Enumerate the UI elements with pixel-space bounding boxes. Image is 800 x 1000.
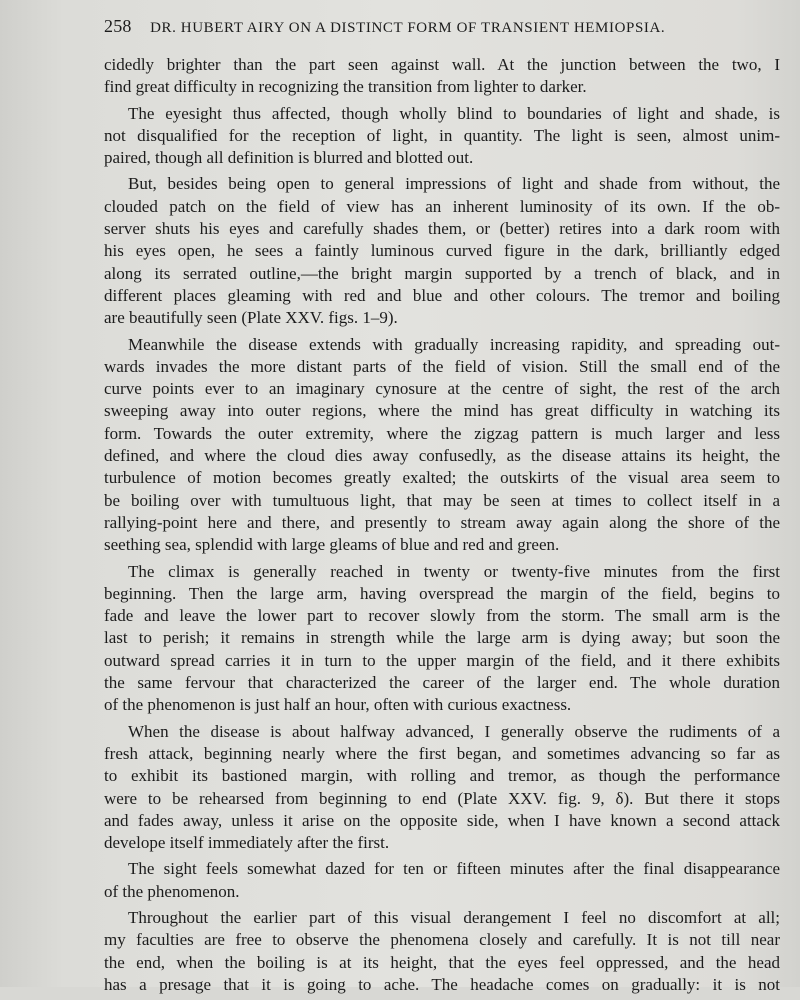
text-line: When the disease is about halfway advanced, I generally observe the rudiments of a (128, 721, 780, 741)
paragraph-7 (104, 858, 780, 903)
text-line: curve points ever to an imaginary cynosure at the centre of sight, the rest of the arch (104, 379, 780, 399)
text-line: are beautifully seen (Plate XXV. figs. 1–9). (104, 308, 398, 328)
paragraph-8 (104, 907, 780, 996)
text-line: clouded patch on the field of view has an inherent luminosity of its own. If the ob- (104, 196, 780, 216)
text-line: cidedly brighter than the part seen against wall. At the junction between the two, I (104, 55, 780, 74)
text-line: defined, and where the cloud dies away confusedly, as the disease attains its height, the (104, 446, 780, 466)
text-line: Meanwhile the disease extends with gradually increasing rapidity, and spreading out- (128, 334, 780, 354)
text-line: last to perish; it remains in strength while the large arm is dying away; but soon the (104, 628, 780, 648)
text-line: the same fervour that characterized the career of the larger end. The whole duration (104, 673, 780, 693)
text-line: different places gleaming with red and blue and other colours. The tremor and boiling (104, 285, 780, 305)
text-line: and fades away, unless it arise on the opposite side, when I have known a second attack (104, 810, 780, 830)
text-line: were to be rehearsed from beginning to end (Plate XXV. fig. 9, δ). But there it stops (104, 788, 780, 808)
text-line: beginning. Then the large arm, having overspread the margin of the field, begins to (104, 583, 780, 603)
text-line: form. Towards the outer extremity, where the zigzag pattern is much larger and less (104, 423, 780, 443)
text-line: of the phenomenon. (104, 881, 240, 901)
text-line: The climax is generally reached in twenty or twenty-five minutes from the first (128, 561, 780, 581)
text-line: the end, when the boiling is at its height, that the eyes feel oppressed, and the head (104, 952, 780, 972)
paragraph-1 (104, 54, 780, 99)
running-head-title: DR. HUBERT AIRY ON A DISTINCT FORM OF TRANSIENT HEMIOPSIA. (150, 20, 666, 36)
text-line: seething sea, splendid with large gleams of blue and red and green. (104, 535, 560, 555)
paragraph-6 (104, 721, 780, 855)
paragraph-5 (104, 561, 780, 717)
text-line: find great difficulty in recognizing the transition from lighter to darker. (104, 77, 587, 97)
text-line: The eyesight thus affected, though wholly blind to boundaries of light and shade, is (128, 103, 780, 123)
text-line: be boiling over with tumultuous light, that may be seen at times to collect itself in a (104, 490, 780, 510)
paragraph-3 (104, 173, 780, 329)
text-line: Throughout the earlier part of this visual derangement I feel no discomfort at all; (128, 907, 780, 927)
body-text (104, 54, 780, 1000)
paragraph-4 (104, 334, 780, 557)
text-line: my faculties are free to observe the phenomena closely and carefully. It is not till near (104, 930, 780, 950)
text-line: server shuts his eyes and carefully shades them, or (better) retires into a dark room with (104, 219, 780, 239)
text-line: outward spread carries it in turn to the upper margin of the field, and it there exhibits (104, 650, 780, 670)
text-line: But, besides being open to general impressions of light and shade from without, the (128, 174, 780, 194)
text-line: of the phenomenon is just half an hour, often with curious exactness. (104, 695, 572, 715)
text-line: The sight feels somewhat dazed for ten or fifteen minutes after the final disappearance (128, 859, 780, 879)
text-line: wards invades the more distant parts of the field of vision. Still the small end of the (104, 356, 780, 376)
text-line: develope itself immediately after the first. (104, 833, 390, 853)
text-line: his eyes open, he sees a faintly luminous curved figure in the dark, brilliantly edged (104, 241, 780, 261)
text-line: along its serrated outline,—the bright margin supported by a trench of black, and in (104, 263, 780, 283)
text-line: not disqualified for the reception of light, in quantity. The light is seen, almost unim- (104, 125, 780, 145)
running-head (104, 16, 784, 37)
text-line: turbulence of motion becomes greatly exalted; the outskirts of the visual area seem to (104, 468, 780, 488)
text-line: fresh attack, beginning nearly where the first began, and sometimes advancing so far as (104, 743, 780, 763)
text-line: fade and leave the lower part to recover slowly from the storm. The small arm is the (104, 606, 780, 626)
text-line: sweeping away into outer regions, where the mind has great difficulty in watching its (104, 401, 780, 421)
text-line: has a presage that it is going to ache. The headache comes on gradually: it is not (104, 974, 780, 994)
text-line: to exhibit its bastioned margin, with rolling and tremor, as though the performance (104, 766, 780, 786)
text-line: rallying-point here and there, and presently to stream away again along the shore of the (104, 512, 780, 532)
text-line: paired, though all definition is blurred and blotted out. (104, 148, 474, 168)
page-number: 258 (104, 16, 132, 36)
paragraph-2 (104, 103, 780, 170)
